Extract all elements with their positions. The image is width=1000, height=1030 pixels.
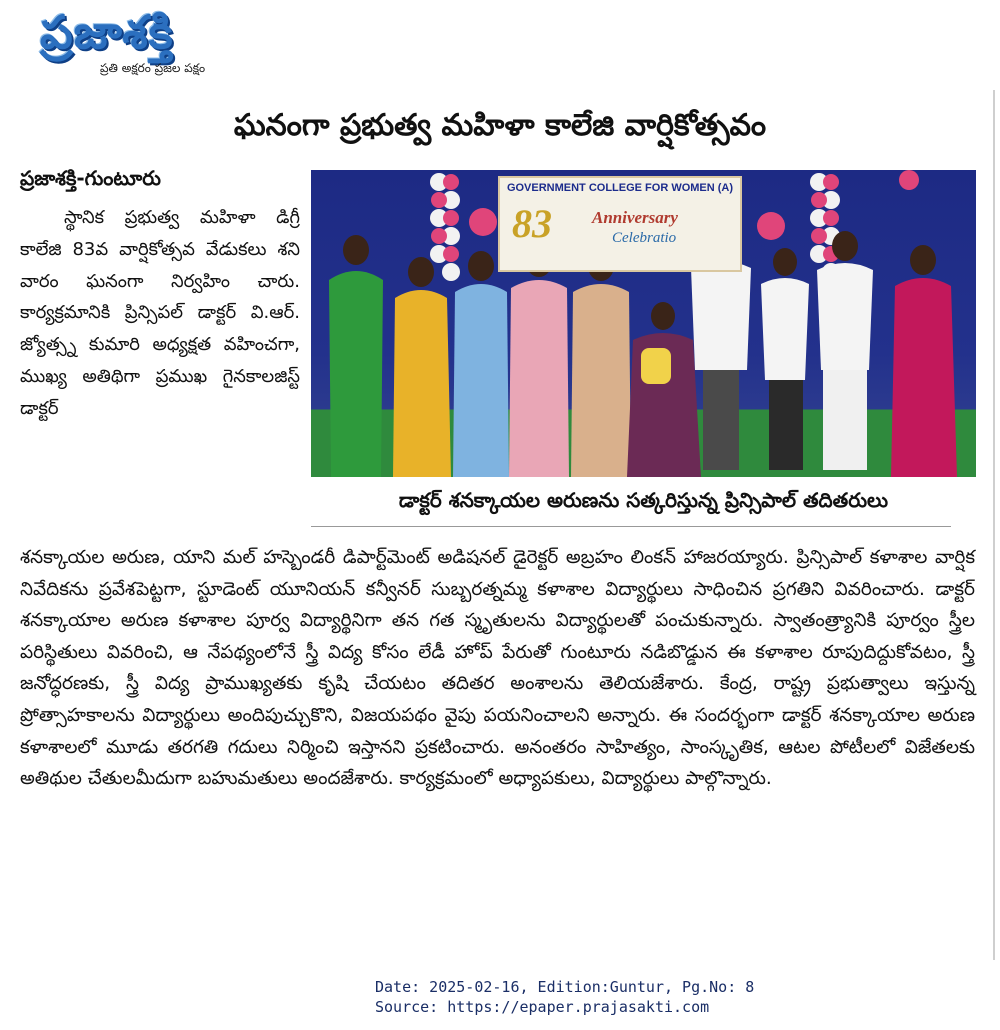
event-photo [311,170,976,477]
banner-title: GOVERNMENT COLLEGE FOR WOMEN (A) [506,182,734,194]
banner-word-anniversary: Anniversary [592,208,678,227]
photo-caption: డాక్టర్ శనక్కాయల అరుణను సత్కరిస్తున్న ప్రిన్సిపాల్ తదితరులు [398,488,889,512]
article-body-narrow [20,202,300,425]
newspaper-logo: ప్రజాశక్తి [40,5,174,59]
footer-source-line: Source: https://epaper.prajasakti.com [375,998,710,1016]
article-paragraph: స్థానిక ప్రభుత్వ మహిళా డిగ్రీ కాలేజి 83వ వార్షికోత్సవ వేడుకలు శని వారం ఘనంగా నిర్వహిం చారు. కార్యక్రమానికి ప్రిన్సిపల్ డాక్టర్ వి.ఆర్. జ్యోత్స్న కుమారి అధ్యక్షత వహించగా, ముఖ్య అతిథిగా ప్రముఖ గైనకాలజిస్ట్ డాక్టర్ [20,207,300,419]
article-headline: ఘనంగా ప్రభుత్వ మహిళా కాలేజి వార్షికోత్సవం [233,108,767,143]
logo-tagline: ప్రతి అక్షరం ప్రజల పక్షం [100,61,206,75]
column-divider [993,90,995,960]
footer-date-line: Date: 2025-02-16, Edition:Guntur, Pg.No: 8 [375,978,755,996]
page-footer [375,977,855,1017]
anniversary-banner [498,176,742,272]
banner-word-celebration: Celebratio [612,230,677,246]
article-dateline: ప్రజాశక్తి-గుంటూరు [20,166,161,190]
banner-number: 83 [512,201,552,246]
caption-divider [311,526,951,527]
article-paragraph: శనక్కాయల అరుణ, యాని మల్ హస్బెండరీ డిపార్ట్‌మెంట్ అడిషనల్ డైరెక్టర్ అబ్రహం లింకన్ హాజరయ్యారు. ప్రిన్సిపాల్ కళాశాల వార్షిక నివేదికను ప్రవేశపెట్టగా, స్టూడెంట్ యూనియన్ కన్వీనర్ సుబ్బరత్నమ్మ కళాశాల విద్యార్థులు సాధించిన ప్రగతిని వివరించారు. డాక్టర్ శనక్కాయాల అరుణ కళాశాల పూర్వ విద్యార్థినిగా తన గత స్మృతులను విద్యార్థులతో పంచుకున్నారు. స్వాతంత్ర్యానికి పూర్వం స్త్రీల పరిస్థితులు వివరించి, ఆ నేపథ్యంలోనే స్త్రీ విద్య కోసం లేడీ హోప్ పేరుతో గుంటూరు నడిబొడ్డున ఈ కళాశాల రూపుదిద్దుకోవటం, స్త్రీ జనోద్ధరణకు, స్త్రీ విద్య ప్రాముఖ్యతకు కృషి చేయటం తదితర అంశాలను తెలియజేశారు. కేంద్ర, రాష్ట్ర ప్రభుత్వాలు ఇస్తున్న ప్రోత్సాహకాలను విద్యార్థులు అందిపుచ్చుకొని, విజయపథం వైపు పయనించాలని అన్నారు. ఈ సందర్భంగా డాక్టర్ శనక్కాయాల అరుణ కళాశాలలో మూడు తరగతి గదులు నిర్మించి ఇస్తానని ప్రకటించారు. అనంతరం సాహిత్యం, సాంస్కృతిక, ఆటల పోటీలలో విజేతలకు అతిథుల చేతులమీదుగా బహుమతులు అందజేశారు. కార్యక్రమంలో అధ్యాపకులు, విద్యార్థులు పాల్గొన్నారు. [20,547,975,790]
article-body-wide [20,542,975,795]
masthead [40,4,290,82]
